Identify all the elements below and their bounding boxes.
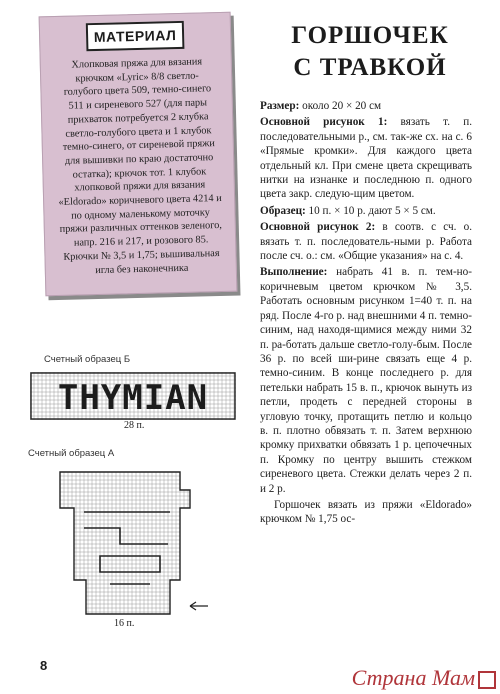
paragraph-label: Образец: <box>260 204 306 217</box>
materials-line: остатка); крючок тот. 1 клубок <box>72 165 207 181</box>
house-icon <box>478 671 496 689</box>
paragraph-label: Основной рисунок 2: <box>260 221 376 234</box>
instructions-text <box>260 99 472 529</box>
watermark-text: Страна Мам <box>351 665 475 690</box>
chart-b-stitches: 28 п. <box>124 420 145 431</box>
materials-line: игла без наконечника <box>95 262 189 276</box>
paragraph-size <box>260 99 472 113</box>
materials-line: хлопковой пряжи для вязания <box>74 179 206 194</box>
chart-a-grid <box>40 468 210 620</box>
chart-b-word: THYMIAN <box>57 378 209 418</box>
page-number: 8 <box>40 658 48 673</box>
paragraph-body: вязать т. п. последовательными р., см. так-же сх. на с. 6 «Прямые кромки». Для каждого цвета отдельный кл. При смене цвета скрещивать нитки на изнанке и последнюю п. одного цвета закр. следую-щим цветом. <box>260 116 473 201</box>
materials-line: темно-синего, от сиреневой пряжи <box>62 138 215 154</box>
paragraph-pot <box>260 498 472 527</box>
title-line-1: ГОРШОЧЕК <box>291 22 449 49</box>
paragraph-label: Размер: <box>260 100 300 112</box>
title-line-2: С ТРАВКОЙ <box>293 54 447 81</box>
materials-line: «Eldorado» коричневого цвета 4214 и <box>58 193 222 208</box>
materials-line: пряжи различных оттенков зеленого, <box>59 220 223 236</box>
chart-a-label: Счетный образец А <box>28 448 115 459</box>
materials-line: прихваток потребуется 2 клубка <box>67 111 209 126</box>
paragraph-body: в соотв. с сч. о. вязать т. п. последователь-ными р. Работа после сч. о.: см. «Общие указания» на с. 4. <box>260 221 472 263</box>
materials-card <box>39 12 238 297</box>
paragraph-body: набрать 41 в. п. тем-но-коричневым цветом крючком № 3,5. Работать основным рисунком 1=40 т. п. на ряд. После 4-го р. над внешними 4 п. темно-синим, над находя-щимися между ними 32 п. ра-ботать дальше светло-голу-бым. После 36 р. по всей ши-рине связать еще 4 р. темно-синим. В конце последнего р. для петельки набрать 15 в. п., крючок вынуть из петли, продеть с передней стороны в угловую точку, протащить петлю и кольцо в. п. плотно обвязать т. п. Затем верхнюю кромку прихватки обвязать 1 р. цепочечных п. Кромку по центру вышить стежком сиреневого цвета. Стежки делать через 2 п. и 2 р. <box>260 266 472 495</box>
row-arrow-icon <box>190 602 208 610</box>
site-watermark <box>352 665 496 691</box>
materials-text <box>53 55 226 278</box>
paragraph-label: Выполнение: <box>260 266 328 279</box>
materials-line: по одному маленькому моточку <box>71 206 210 222</box>
materials-line: для вышивки по краю достаточно <box>64 152 214 167</box>
chart-b-grid <box>30 372 236 420</box>
materials-line: напр. 216 и 217, и розового 85. <box>73 234 209 249</box>
chart-b-label: Счетный образец Б <box>44 354 131 365</box>
paragraph-body: 10 п. × 10 р. дают 5 × 5 см. <box>305 204 436 217</box>
materials-line: 511 и сиреневого 527 (для пары <box>68 97 208 112</box>
paragraph-pattern-2 <box>260 220 472 263</box>
materials-heading: МАТЕРИАЛ <box>86 21 185 51</box>
paragraph-gauge <box>260 204 472 218</box>
paragraph-execution <box>260 265 472 496</box>
materials-line: Хлопковая пряжа для вязания <box>71 56 203 71</box>
paragraph-pattern-1 <box>260 115 472 201</box>
chart-a-stitches: 16 п. <box>114 618 135 629</box>
paragraph-body: около 20 × 20 см <box>299 100 382 112</box>
materials-line: голубого цвета 509, темно-синего <box>63 83 212 99</box>
paragraph-body: Горшочек вязать из пряжи «Eldorado» крючком № 1,75 ос- <box>260 498 472 526</box>
materials-line: светло-голубого цвета и 1 клубок <box>65 124 212 140</box>
materials-line: Крючки № 3,5 и 1,75; вышивальная <box>63 247 220 263</box>
paragraph-label: Основной рисунок 1: <box>260 116 388 129</box>
page-title <box>275 20 465 84</box>
materials-line: крючком «Lyric» 8/8 светло- <box>75 70 199 85</box>
